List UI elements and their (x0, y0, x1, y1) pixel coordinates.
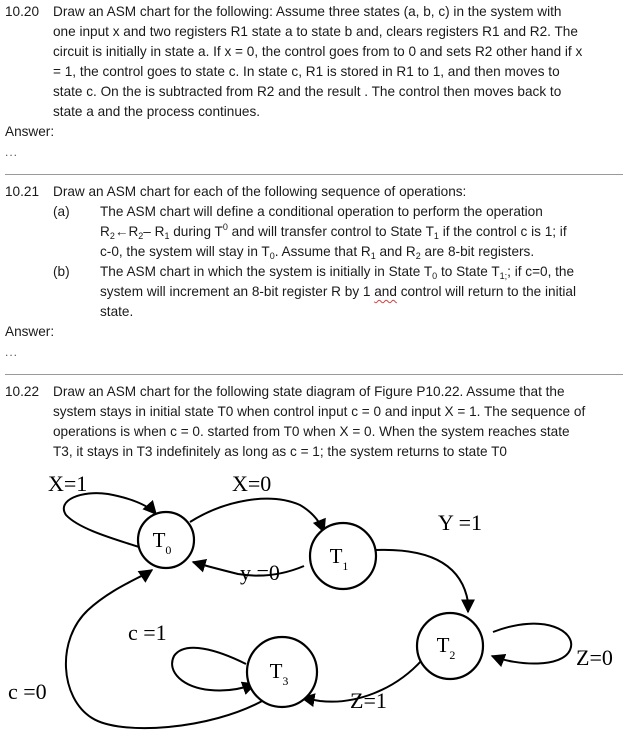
question-number: 10.20 (5, 4, 40, 19)
part-a-text-line: The ASM chart will define a conditional operation to perform the operation (100, 204, 543, 219)
transition-label: y =0 (240, 560, 280, 585)
question-text-line: state a and the process continues. (53, 104, 261, 119)
question-number: 10.22 (5, 384, 40, 399)
transition-t3-self (172, 648, 255, 691)
state-node-t0 (138, 512, 194, 568)
state-label-t0: $T_0$ (152, 528, 172, 557)
question-text-line: Draw an ASM chart for the following state diagram of Figure P10.22. Assume that the (53, 384, 565, 399)
question-text-line: circuit is initially in state a. If x = 0, the control goes from to 0 and sets R2 other hand if x (53, 44, 583, 59)
transition-label: c =1 (128, 620, 167, 645)
state-node-t2 (417, 613, 483, 679)
question-text-line: Draw an ASM chart for the following: Assume three states (a, b, c) in the system with (53, 4, 562, 19)
question-text-line: operations is when c = 0. started from T0 when X = 0. When the system reaches state (53, 424, 570, 439)
state-label-t1: $T_1$ (329, 544, 349, 573)
transition-t1-t2 (376, 550, 468, 612)
transition-label: Y =1 (438, 510, 482, 535)
answer-ellipsis: ... (5, 145, 19, 159)
spellcheck-underlined-word[interactable]: and (374, 284, 397, 299)
state-node-t1 (310, 523, 376, 589)
transition-label: Z=0 (576, 645, 613, 670)
part-a-text-line: $R_2\leftarrow R_2-$ $R_1$ during $T^0$ and will transfer control to State $T_1$ if the control c is 1; if (100, 222, 567, 241)
part-b-label: (b) (53, 264, 70, 279)
transition-label: c =0 (8, 679, 47, 704)
question-text-line: one input x and two registers R1 state a to state b and, clears registers R1 and R2. The (53, 24, 578, 39)
transition-label: X=0 (232, 471, 272, 496)
question-number: 10.21 (5, 184, 40, 199)
transition-t3-t0 (66, 570, 264, 728)
part-b-text-line: The ASM chart in which the system is initially in State $T_0$ to State $T_{1;}$; if c=0, the (100, 264, 575, 281)
state-label-t3: $T_3$ (269, 659, 289, 688)
answer-label: Answer: (5, 124, 55, 139)
transition-label: Z=1 (350, 688, 387, 713)
part-b-text-line: system will increment an 8-bit register R by 1 and control will return to the initial (100, 284, 576, 299)
answer-label: Answer: (5, 324, 55, 339)
question-text-line: system stays in initial state T0 when control input c = 0 and input X = 1. The sequence of (53, 404, 586, 419)
part-b-text-line: state. (100, 304, 134, 319)
question-text-line: state c. On the is subtracted from R2 and the result . The control then moves back to (53, 84, 562, 99)
answer-ellipsis: ... (5, 345, 19, 359)
transition-label: X=1 (48, 471, 88, 496)
question-text-line: = 1, the control goes to state c. In state c, R1 is stored in R1 to 1, and then moves to (53, 64, 560, 79)
part-a-label: (a) (53, 204, 70, 219)
transition-t0-t1 (190, 499, 324, 532)
question-intro: Draw an ASM chart for each of the following sequence of operations: (53, 184, 467, 199)
part-a-text-line: c-0, the system will stay in $T_0$. Assume that $R_1$ and $R_2$ are 8-bit registers. (100, 244, 535, 261)
state-label-t2: $T_2$ (436, 633, 456, 662)
transition-t2-self (492, 624, 571, 664)
question-text-line: T3, it stays in T3 indefinitely as long as c = 1; the system returns to state T0 (53, 444, 507, 459)
